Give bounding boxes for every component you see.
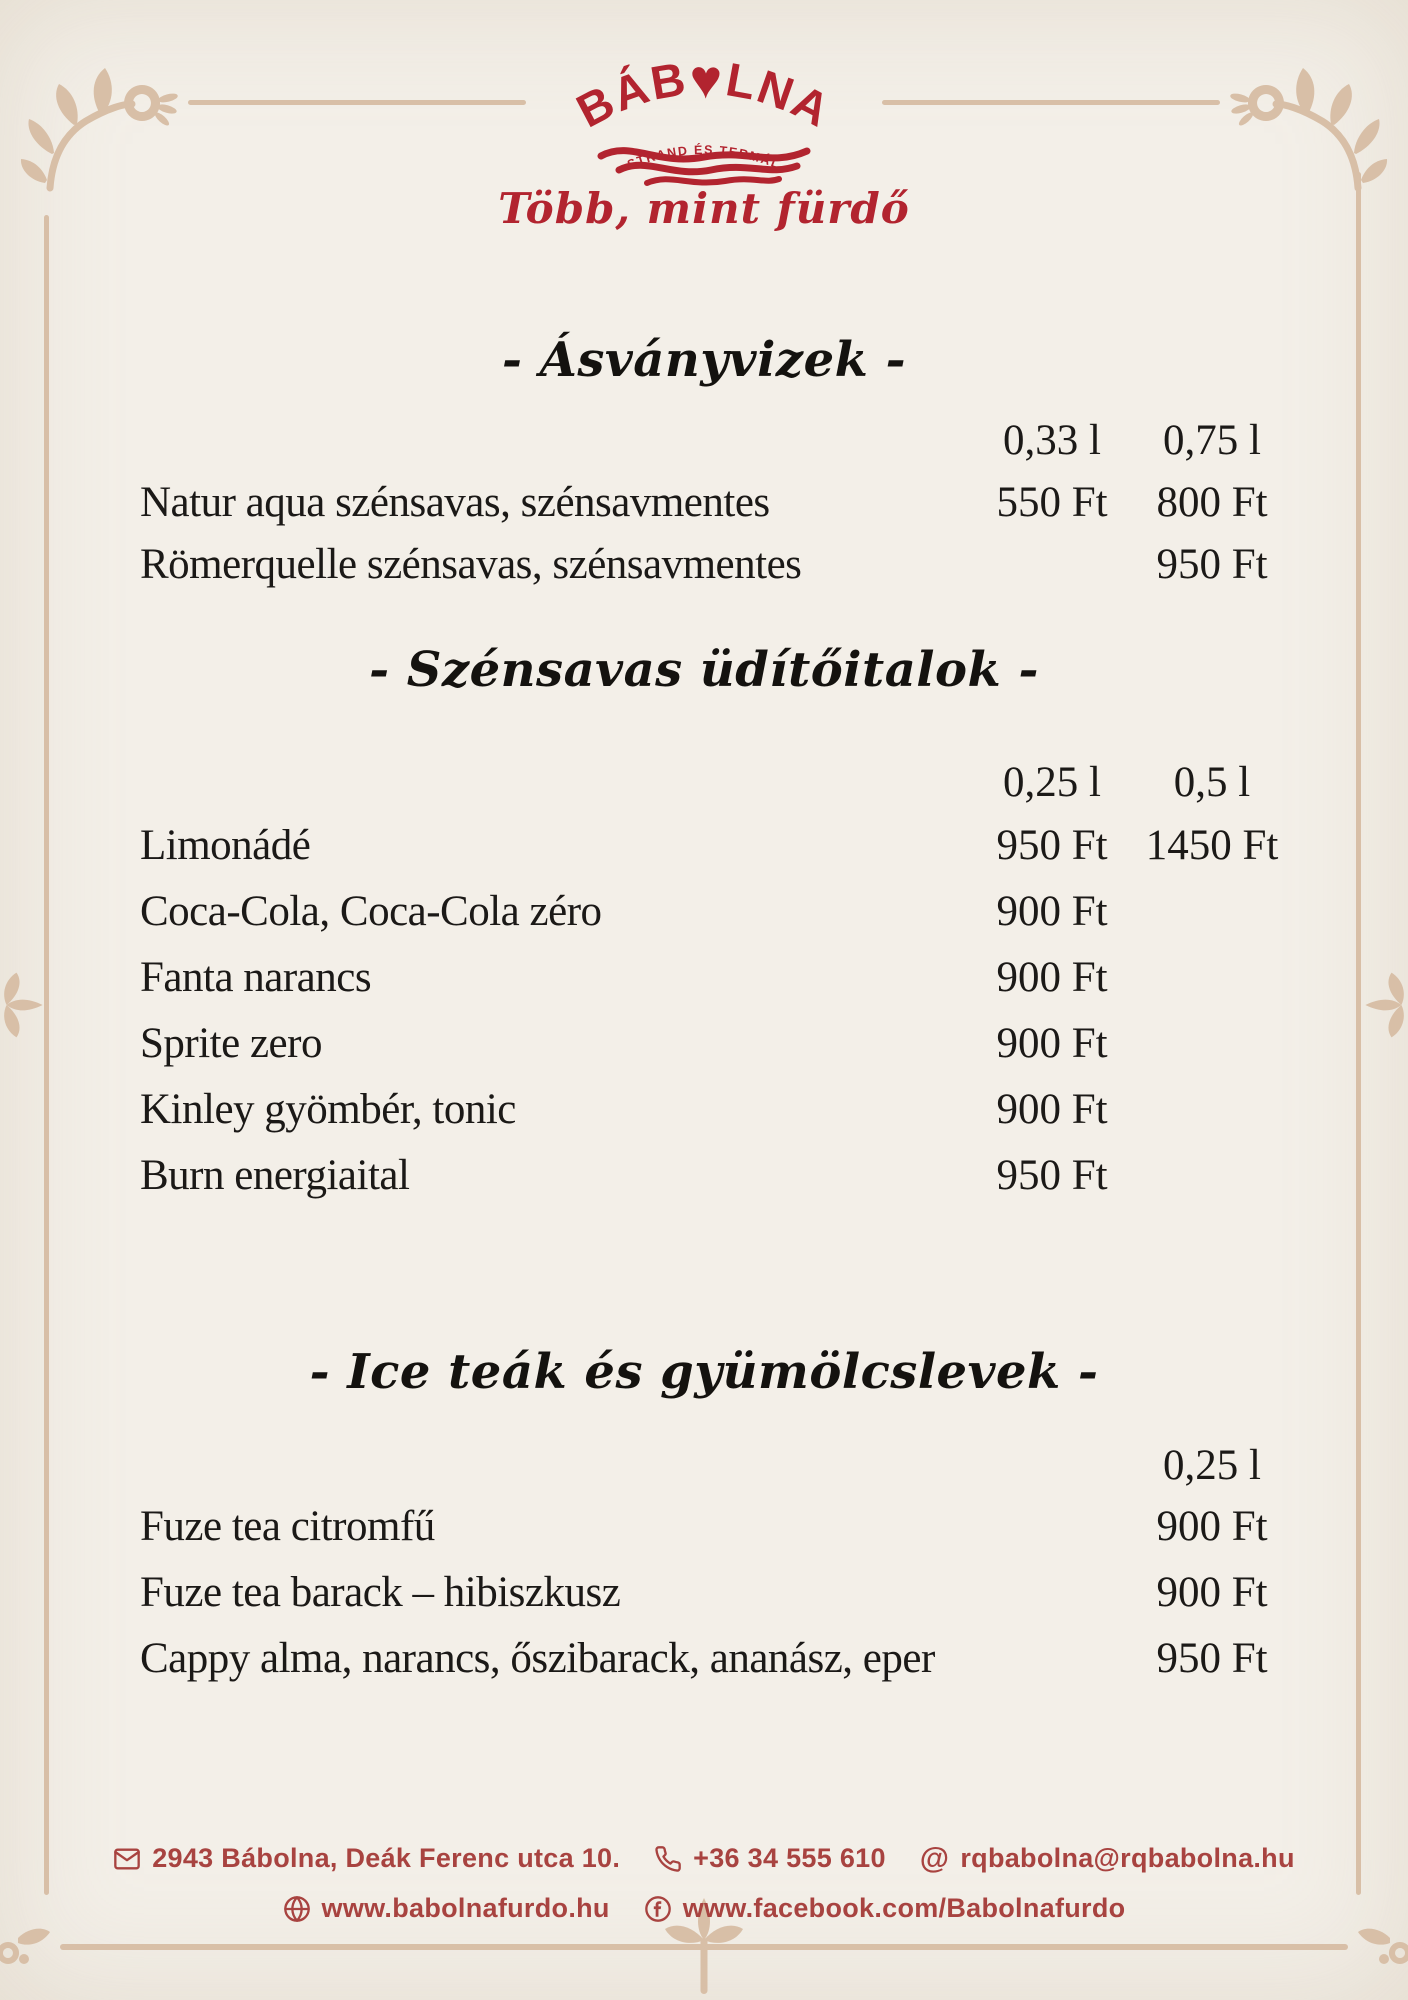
footer-phone-text: +36 34 555 610 [693, 1843, 886, 1873]
item-name: Fanta narancs [140, 954, 372, 1001]
footer-phone [654, 1843, 886, 1874]
item-name: Limonádé [140, 822, 311, 869]
footer-facebook [644, 1893, 1126, 1924]
frame-line-top-left [188, 100, 526, 105]
item-price: 1450 Ft [1145, 822, 1279, 869]
item-name: Burn energiaital [140, 1152, 410, 1199]
column-header: 0,33 l [1003, 417, 1101, 464]
column-header: 0,75 l [1163, 417, 1261, 464]
envelope-icon [113, 1845, 141, 1873]
at-icon: @ [919, 1841, 950, 1875]
item-name: Fuze tea citromfű [140, 1503, 435, 1550]
edge-tulip-motif-left [0, 960, 48, 1050]
item-price: 950 Ft [996, 1152, 1108, 1199]
column-header: 0,25 l [1163, 1442, 1261, 1489]
globe-icon [283, 1895, 311, 1923]
corner-flourish-icon-top-right [1217, 58, 1392, 193]
footer-website-text: www.babolnafurdo.hu [321, 1893, 610, 1923]
logo-subtitle: STRAND ÉS TERMÁL [625, 142, 783, 172]
section-title-ice-teak-gyumolcslevek: - Ice teák és gyümölcslevek - [309, 1344, 1099, 1400]
item-price: 900 Ft [996, 1020, 1108, 1067]
frame-line-top-right [882, 100, 1220, 105]
column-header: 0,25 l [1003, 759, 1101, 806]
footer-facebook-text: www.facebook.com/Babolnafurdo [682, 1893, 1126, 1923]
babolna-logo [539, 36, 869, 188]
phone-icon [654, 1845, 682, 1873]
logo-brand-pre: BÁB [567, 51, 691, 138]
footer-website [283, 1893, 610, 1924]
item-price: 950 Ft [1156, 541, 1268, 588]
svg-text:BÁB♥LNA [568, 48, 840, 138]
item-name: Römerquelle szénsavas, szénsavmentes [140, 541, 802, 588]
corner-flourish-icon-top-left [16, 58, 191, 193]
item-price: 800 Ft [1156, 479, 1268, 526]
logo-tagline: Több, mint fürdő [498, 184, 910, 233]
item-price: 900 Ft [996, 954, 1108, 1001]
footer-address [113, 1843, 620, 1874]
item-price: 900 Ft [996, 1086, 1108, 1133]
column-header: 0,5 l [1173, 759, 1251, 806]
footer-address-text: 2943 Bábolna, Deák Ferenc utca 10. [152, 1843, 621, 1873]
item-price: 900 Ft [1156, 1503, 1268, 1550]
footer-web-line [0, 1893, 1408, 1924]
item-name: Sprite zero [140, 1020, 322, 1067]
logo-brand-post: LNA [722, 52, 841, 138]
item-price: 950 Ft [1156, 1635, 1268, 1682]
item-price: 900 Ft [996, 888, 1108, 935]
heart-icon: ♥ [689, 47, 725, 111]
footer-email-text: rqbabolna@rqbabolna.hu [960, 1843, 1295, 1873]
item-name: Natur aqua szénsavas, szénsavmentes [140, 479, 770, 526]
section-title-szensavas-uditoitalok: - Szénsavas üdítőitalok - [369, 642, 1039, 698]
waves-icon [601, 151, 807, 183]
footer-email [920, 1843, 1295, 1874]
item-price: 950 Ft [996, 822, 1108, 869]
edge-tulip-motif-right [1360, 960, 1408, 1050]
frame-line-vertical-left [44, 215, 49, 1895]
item-price: 550 Ft [996, 479, 1108, 526]
section-title-asvanyvizek: - Ásványvizek - [502, 332, 906, 388]
item-name: Fuze tea barack – hibiszkusz [140, 1569, 621, 1616]
facebook-icon [644, 1895, 672, 1923]
item-name: Coca-Cola, Coca-Cola zéro [140, 888, 602, 935]
item-name: Kinley gyömbér, tonic [140, 1086, 516, 1133]
item-price: 900 Ft [1156, 1569, 1268, 1616]
item-name: Cappy alma, narancs, őszibarack, ananász, eper [140, 1635, 935, 1682]
footer-contact-line [0, 1843, 1408, 1874]
